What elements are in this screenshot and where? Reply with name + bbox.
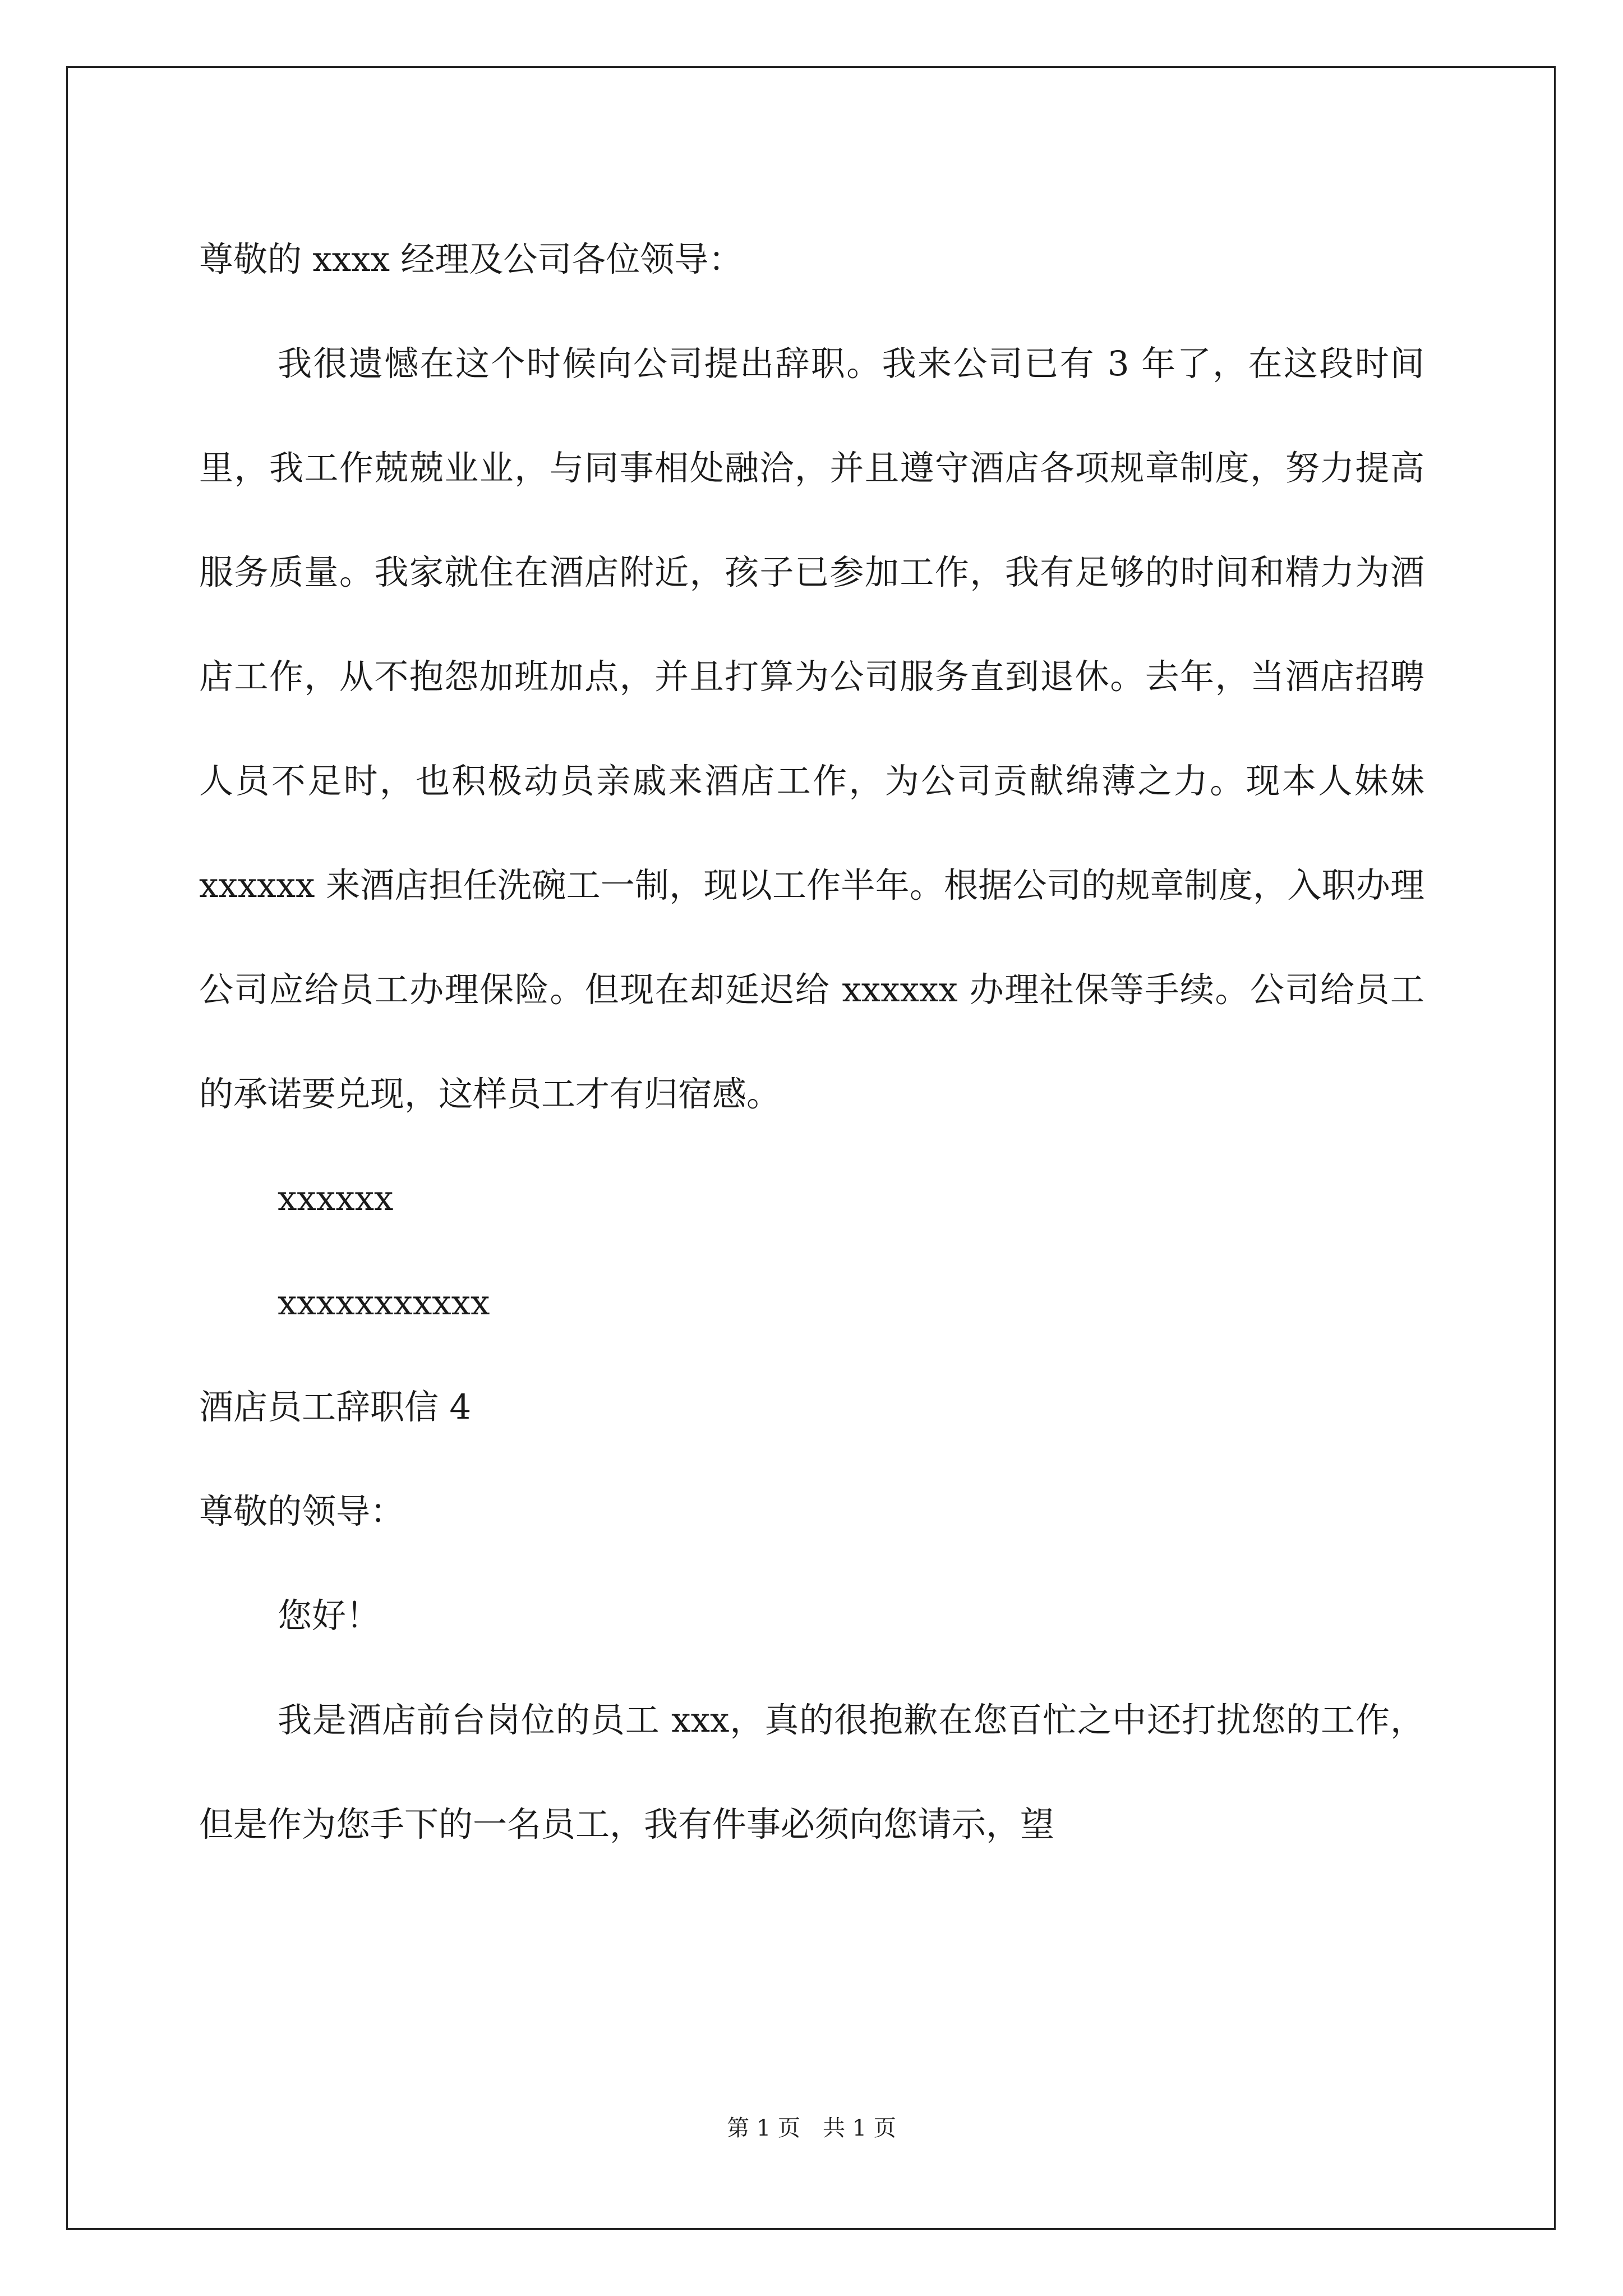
section-heading: 酒店员工辞职信 4 [199, 1387, 472, 1427]
greeting: 您好！ [278, 1596, 381, 1636]
page-footer [0, 2110, 1623, 2142]
placeholder-line: xxxxxx [278, 1179, 394, 1218]
document-body [199, 208, 1424, 1877]
salutation: 尊敬的领导： [199, 1492, 405, 1531]
placeholder-line: xxxxxxxxxxx [278, 1283, 490, 1323]
body-paragraph: 我是酒店前台岗位的员工 xxx，真的很抱歉在您百忙之中还打扰您的工作，但是作为您手下的一名员工，我有件事必须向您请示，望 [199, 1700, 1424, 1844]
body-paragraph: 我很遗憾在这个时候向公司提出辞职。我来公司已有 3 年了，在这段时间里，我工作兢兢业业，与同事相处融洽，并且遵守酒店各项规章制度，努力提高服务质量。我家就住在酒店附近，孩子已参加工作，我有足够的时间和精力为酒店工作，从不抱怨加班加点，并且打算为公司服务直到退休。去年，当酒店招聘人员不足时，也积极动员亲戚来酒店工作，为公司贡献绵薄之力。现本人妹妹 xxxxxx 来酒店担任洗碗工一制，现以工作半年。根据公司的规章制度，入职办理公司应给员工办理保险。但现在却延迟给 xxxxxx 办理社保等手续。公司给员工的承诺要兑现，这样员工才有归宿感。 [199, 344, 1424, 1114]
salutation: 尊敬的 xxxx 经理及公司各位领导： [199, 240, 743, 279]
page-total: 共 1 页 [823, 2115, 896, 2141]
page-number: 第 1 页 [727, 2115, 800, 2141]
